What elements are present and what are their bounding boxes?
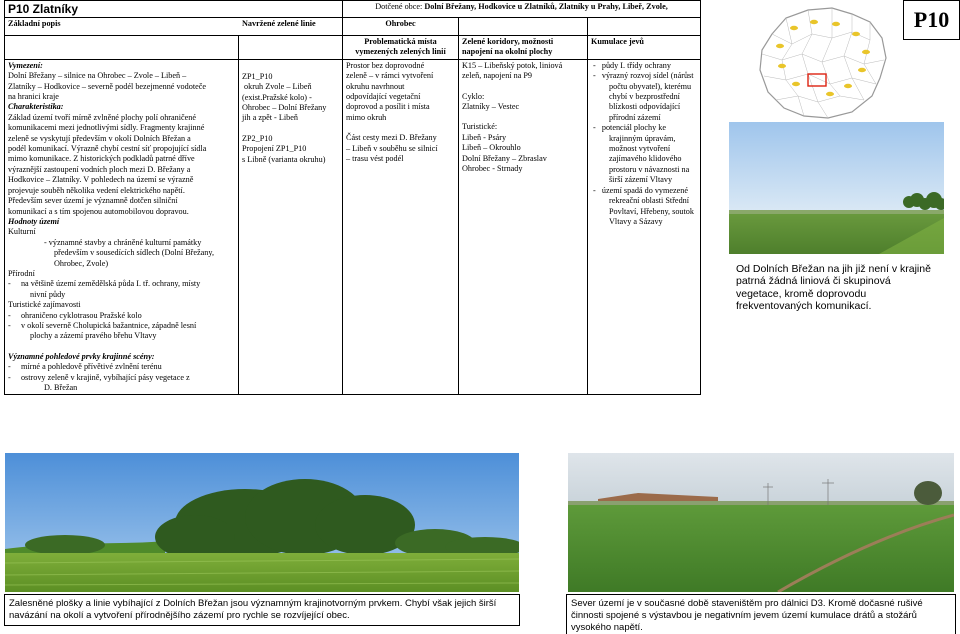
code-title: P10 Zlatníky — [5, 1, 343, 18]
cumulation-item: - půdy I. třídy ochrany — [593, 60, 671, 70]
green-lines-cell: ZP1_P10 okruh Zvole – Libeň (exist.Pražské kolo) - Ohrobec – Dolní Břežany jih a zpět - Libeň ZP2_P10 Propojení ZP1_P10 s Libně (varianta okruhu) — [239, 59, 343, 395]
col-head-corridors: Zelené koridory, možnosti napojení na okolní plochy — [459, 36, 588, 60]
locator-map — [752, 4, 890, 121]
forest-photo — [5, 453, 519, 592]
cumulation-item: - území spadá do vymezené rekreační oblasti Střední Povltaví, Hřebeny, soutok Vltavy a Sázavy — [593, 185, 696, 226]
vymezeni-label: Vymezení: — [8, 60, 43, 70]
caption-bottom-left: Zalesněné plošky a linie vybíhající z Dolních Břežan jsou významným krajinotvorným prvkem. Chybí však jejich širší navázání na okolí a vytvoření přírodnějšího zázemí pro rychle se rozvíjející obec. — [4, 594, 520, 626]
cumulation-cell — [588, 59, 701, 395]
basic-description-cell: Vymezení: Dolní Břežany – silnice na Ohrobec – Zvole – Libeň – Zlatníky – Hodkovice – severně podél bezejmenné vodoteče na hranici kraje Charakteristika: Základ území tvoří mírně zvlněné plochy polí ohraničené komunikacemi mezi jednotlivými sídly. Fragmenty krajinné zeleně se vyskytují především v okolí Dolních Břežan a podél komunikací. Výrazně chybí cestní síť propojující sídla mimo komunikace. Z historických podkladů patrné dříve výraznější zastoupení vodních ploch mezi D. Břežany a Hodkovice – Zlatníky. V pohledech na území se výrazně projevuje souběh několika vedení elektrického napětí. Především sever území je významně dotčen silniční komunikací a s tím spojenou automobilovou dopravou. Hodnoty území Kulturní - významné stavby a chráněné kulturní památky především v sousedících sídlech (Dolní Břežany, Ohrobec, Zvole) Přírodní - na většině území zemědělská půda I. tř. ochrany, místy nivní půdy Turistické zajímavosti - ohraničeno cyklotrasou Pražské kolo - v okolí severně Cholupická bažantnice, západně lesní plochy a zázemí pravého břehu Vltavy Významné pohledové prvky krajinné scény: - mírné a pohledově přívětivé zvlnění terénu - ostrovy zeleně v krajině, vybíhající pásy vegetace z D. Břežan — [5, 59, 239, 395]
col-head-cumulation: Kumulace jevů — [588, 36, 701, 60]
municipalities: Dotčené obce: Dolní Břežany, Hodkovice u Zlatníků, Zlatníky u Prahy, Libeř, Zvole, — [343, 1, 701, 18]
field-photo-right — [729, 122, 944, 254]
col-head-green-lines: Navržené zelené linie — [242, 19, 316, 28]
caption-bottom-right: Sever území je v současné době staveništěm pro dálnici D3. Kromě dočasné rušivé činnosti spojené s výstavbou je negativním jevem území kumulace drátů a stožárů vysokého napětí. — [566, 594, 956, 634]
cumulation-item: - výrazný rozvoj sídel (nárůst počtu obyvatel), kterému chybí v bezprostřední blízkosti odpovídající přírodní zázemí — [593, 71, 696, 122]
caption-right: Od Dolních Břežan na jih již není v krajině patrná žádná liniová či skupinová vegetace, kromě doprovodu frekventovaných komunikací. — [736, 263, 931, 313]
construction-photo — [568, 453, 954, 592]
cumulation-item: - potenciál plochy ke krajinným úpravám, možnost vytvoření zajímavého klidového prostoru v návaznosti na širší zázemí Vltavy — [593, 123, 692, 185]
col-head-problem-places: Problematická místa vymezených zelených linií — [343, 36, 459, 60]
hodnoty-label: Hodnoty území — [8, 216, 60, 226]
page-badge: P10 — [903, 0, 960, 40]
col-head-basic: Základní popis — [8, 19, 61, 28]
charakteristika-label: Charakteristika: — [8, 102, 64, 112]
col-head-problems: Ohrobec — [343, 18, 459, 36]
corridors-cell: K15 – Libeňský potok, liniová zeleň, napojení na P9 Cyklo: Zlatníky – Vestec Turistické: Libeň - Psáry Libeň – Okrouhlo Dolní Břežany – Zbraslav Ohrobec - Strnady — [459, 59, 588, 395]
problem-places-cell: Prostor bez doprovodné zeleně – v rámci vytvoření okruhu navrhnout odpovídající vegetační doprovod a posílit i místa mimo okruh Část cesty mezi D. Břežany – Libeň v souběhu se silnicí – trasu vést podél — [343, 59, 459, 395]
summary-table — [4, 0, 701, 395]
pohledove-label: Významné pohledové prvky krajinné scény: — [8, 351, 155, 361]
